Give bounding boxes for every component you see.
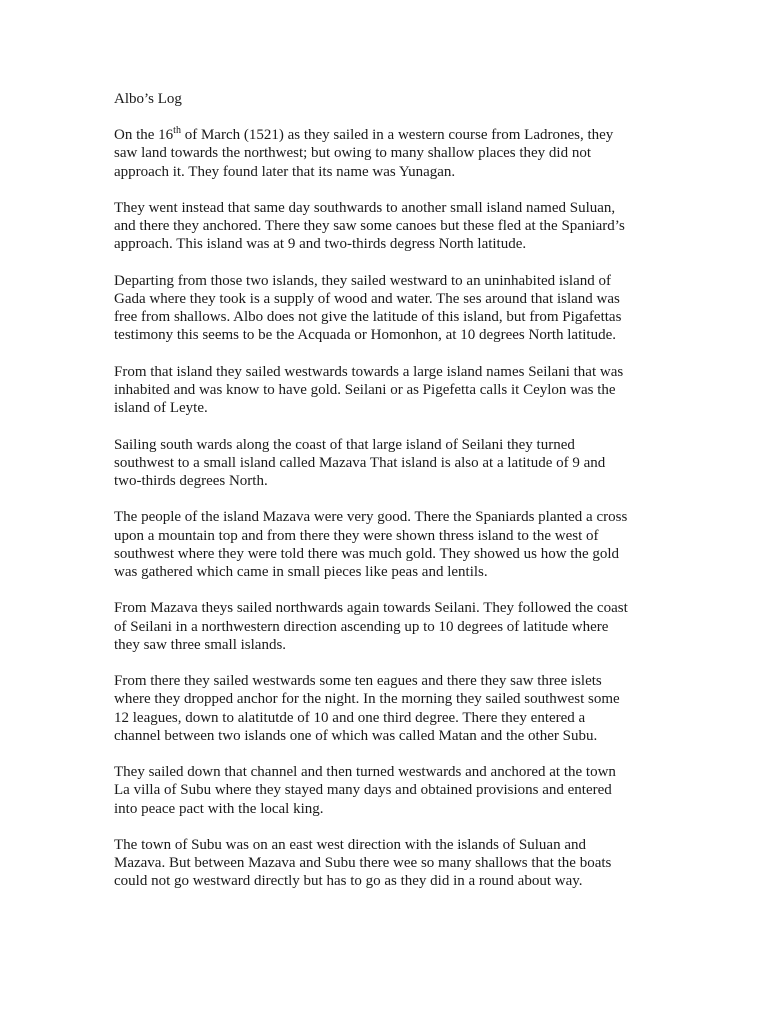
paragraph: Departing from those two islands, they sailed westward to an uninhabited island of Gada where they took is a supply of wood and water. The ses around that island was free from shallows. Albo does not give the latitude of this island, but from Pigafettas testimony this seems to be the Acquada or Homonhon, at 10 degrees North latitude. xyxy=(114,272,622,344)
paragraph xyxy=(114,126,634,181)
paragraph: From that island they sailed westwards towards a large island names Seilani that was inhabited and was know to have gold. Seilani or as Pigefetta calls it Ceylon was the island of Leyte. xyxy=(114,363,624,417)
document-page xyxy=(114,90,634,909)
paragraph: The people of the island Mazava were very good. There the Spaniards planted a cross upon a mountain top and from there they were shown thress island to the west of southwest where they were told there was much gold. They showed us how the gold was gathered which came in small pieces like peas and lentils. xyxy=(114,509,628,580)
paragraph: From Mazava theys sailed northwards again towards Seilani. They followed the coast of Seilani in a northwestern direction ascending up to 10 degrees of latitude where they saw three small islands. xyxy=(114,600,628,653)
paragraph: Sailing south wards along the coast of that large island of Seilani they turned southwest to a small island called Mazava That island is also at a latitude of 9 and two-thirds degrees North. xyxy=(114,436,606,489)
paragraph-text: of March (1521) as they sailed in a western course from Ladrones, they saw land towards the northwest; but owing to many shallow places they did not approach it. They found later that its name was Yunagan. xyxy=(114,127,614,180)
paragraph: From there they sailed westwards some ten eagues and there they saw three islets where they dropped anchor for the night. In the morning they sailed southwest some 12 leagues, down to alatitutde of 10 and one third degree. There they entered a channel between two islands one of which was called Matan and the other Subu. xyxy=(114,673,620,744)
paragraph-text: On the 16 xyxy=(114,127,174,144)
ordinal-superscript: th xyxy=(173,125,181,137)
document-title: Albo’s Log xyxy=(114,91,182,107)
paragraph: They sailed down that channel and then turned westwards and anchored at the town La villa of Subu where they stayed many days and obtained provisions and entered into peace pact with the local king. xyxy=(114,764,616,817)
paragraph: The town of Subu was on an east west direction with the islands of Suluan and Mazava. But between Mazava and Subu there wee so many shallows that the boats could not go westward directly but has to go as they did in a round about way. xyxy=(114,836,612,890)
paragraph: They went instead that same day southwards to another small island named Suluan, and there they anchored. There they saw some canoes but these fled at the Spaniard’s approach. This island was at 9 and two-thirds degress North latitude. xyxy=(114,200,625,253)
